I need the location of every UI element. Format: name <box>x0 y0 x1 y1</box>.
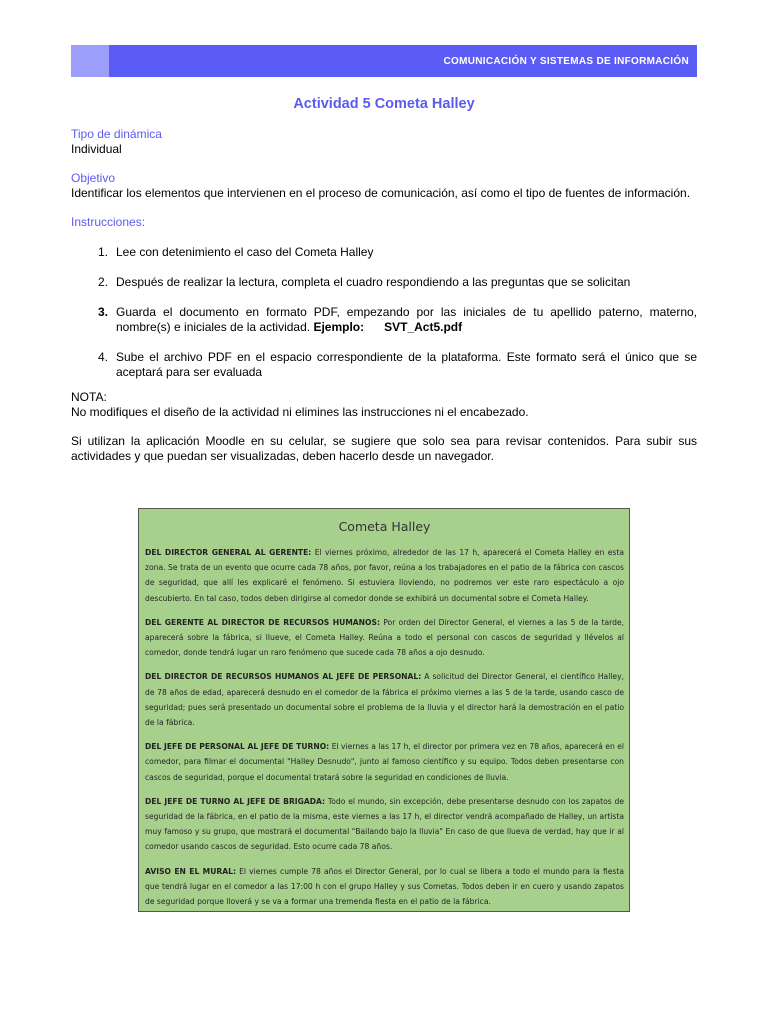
document-body <box>71 127 697 464</box>
nota-label: NOTA: <box>71 390 107 404</box>
instrucciones-label: Instrucciones: <box>71 215 146 229</box>
case-paragraph: DEL JEFE DE PERSONAL AL JEFE DE TURNO: El viernes a las 17 h, el director por primera vez en 78 años, aparecerá en el comedor, para filmar el documental "Halley Desnudo", junto al famoso científico y su equipo. Todos deben presentarse con cascos de seguridad, porque el documental tratará sobre la seguridad en condiciones de lluvia. <box>145 742 624 782</box>
example-label: Ejemplo: <box>313 320 365 334</box>
case-paragraph: DEL DIRECTOR DE RECURSOS HUMANOS AL JEFE DE PERSONAL: A solicitud del Director General, el científico Halley, de 78 años de edad, aparecerá desnudo en el comedor de la fábrica el próximo viernes a las 5 de la tarde, usando casco de seguridad; pues será presentado un documental sobre el problema de la lluvia y el director hará la demostración en el patio de la fábrica. <box>145 672 624 728</box>
dinamica-label: Tipo de dinámica <box>71 127 162 141</box>
list-item: 1. Lee con detenimiento el caso del Cometa Halley <box>97 245 374 259</box>
activity-title: Actividad 5 Cometa Halley <box>293 96 475 112</box>
list-item: 4. Sube el archivo PDF en el espacio correspondiente de la plataforma. Este formato será el único que se aceptará para ser evaluada <box>97 350 697 379</box>
case-paragraph: DEL DIRECTOR GENERAL AL GERENTE: El viernes próximo, alrededor de las 17 h, aparecerá el Cometa Halley en esta zona. Se trata de un evento que ocurre cada 78 años, por favor, reúna a los trabajadores en el patio de la fábrica con cascos de seguridad, que allí les explicaré el fenómeno. Si estuviera lloviendo, no podremos ver este raro espectáculo a ojo descubierto. En tal caso, todos deben dirigirse al comedor donde se exhibirá un documental sobre el Cometa Halley. <box>145 548 624 603</box>
header-accent-block <box>71 45 109 77</box>
step-text: Guarda el documento en formato PDF, empezando por las iniciales de tu apellido paterno, materno, nombre(s) e iniciales de la actividad. <box>116 305 697 334</box>
nota-text: No modifiques el diseño de la actividad ni elimines las instrucciones ni el encabezado. <box>71 405 529 419</box>
list-item: 3. Guarda el documento en formato PDF, empezando por las iniciales de tu apellido paterno, materno, nombre(s) e iniciales de la actividad. Ejemplo: SVT_Act5.pdf <box>97 305 697 334</box>
case-title: Cometa Halley <box>338 519 431 534</box>
case-paragraph: AVISO EN EL MURAL: El viernes cumple 78 años el Director General, por lo cual se libera a todo el mundo para la fiesta que tendrá lugar en el comedor a las 17:00 h con el grupo Halley y sus Cometas. Todos deben ir en cuero y usando zapatos de seguridad porque lloverá y se va a formar una tremenda fiesta en el patio de la fábrica. <box>145 866 625 907</box>
case-paragraph: DEL JEFE DE TURNO AL JEFE DE BRIGADA: Todo el mundo, sin excepción, debe presentarse desnudo con los zapatos de seguridad de la fábrica, en el patio de la misma, este viernes a las 17 h, el director vendrá acompañado de Halley, un artista muy famoso y su grupo, que mostrará el documental "Bailando bajo la lluvia" En caso de que llueva de verdad, hay que ir al comedor usando cascos de seguridad. Esto ocurre cada 78 años. <box>145 796 624 852</box>
case-paragraph: DEL GERENTE AL DIRECTOR DE RECURSOS HUMANOS: Por orden del Director General, el viernes a las 5 de la tarde, aparecerá sobre la fábrica, si llueve, el Cometa Halley. Reúna a todo el personal con cascos de seguridad y llévelos al comedor, donde tendrá lugar un raro fenómeno que sucede cada 78 años a ojo desnudo. <box>145 617 624 658</box>
document-header-bar <box>71 45 697 77</box>
example-filename: SVT_Act5.pdf <box>384 320 463 334</box>
moodle-note: Si utilizan la aplicación Moodle en su celular, se sugiere que solo sea para revisar contenidos. Para subir sus actividades y que puedan ser visualizadas, deben hacerlo desde un navegador. <box>71 434 697 463</box>
objetivo-label: Objetivo <box>71 171 116 185</box>
list-item: 2. Después de realizar la lectura, completa el cuadro respondiendo a las preguntas que se solicitan <box>97 275 631 289</box>
header-title: COMUNICACIÓN Y SISTEMAS DE INFORMACIÓN <box>443 55 689 67</box>
dinamica-value: Individual <box>71 142 122 156</box>
case-image-box <box>138 508 630 912</box>
instructions-list <box>71 245 697 380</box>
objetivo-text: Identificar los elementos que intervienen en el proceso de comunicación, así como el tipo de fuentes de información. <box>71 186 691 200</box>
